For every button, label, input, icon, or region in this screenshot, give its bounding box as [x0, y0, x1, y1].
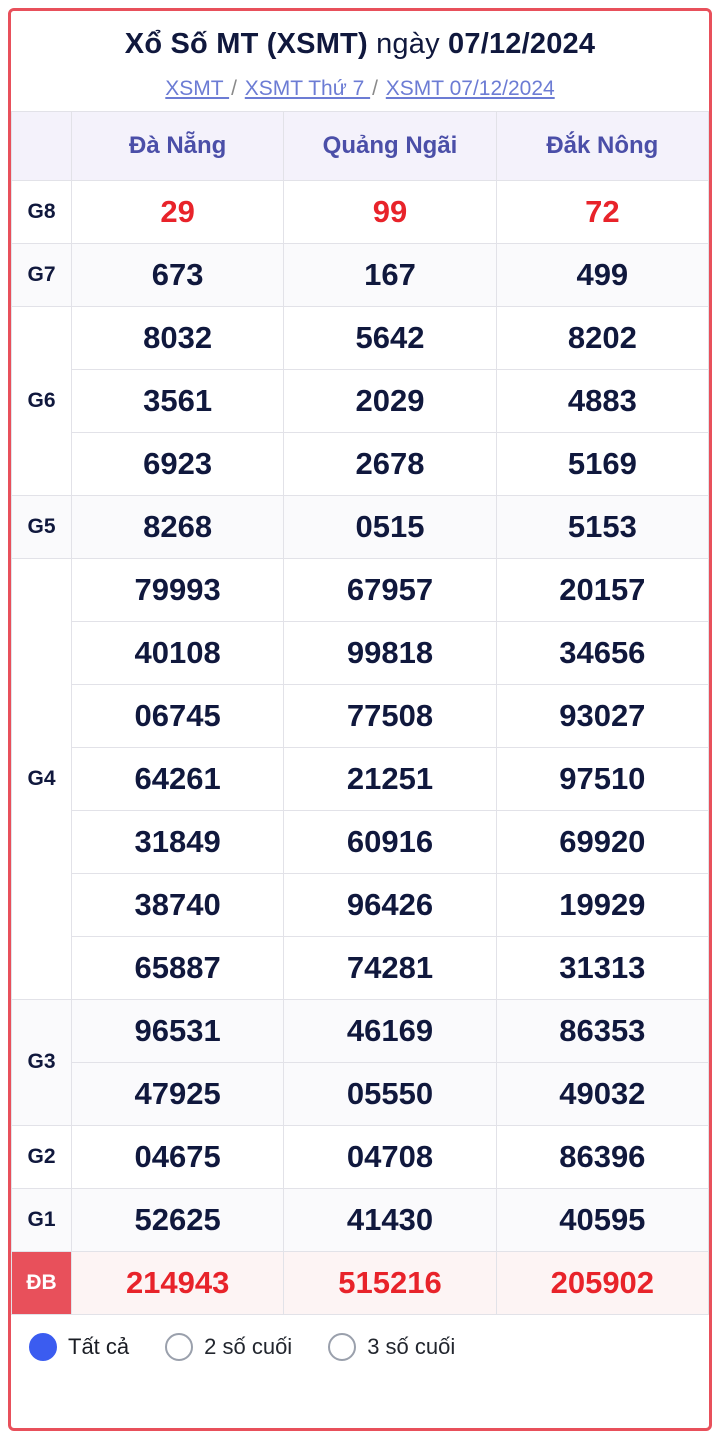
- table-row: [12, 621, 709, 684]
- radio-label-2-digits: 2 số cuối: [204, 1333, 293, 1359]
- prize-value: 31313: [496, 936, 708, 999]
- radio-icon[interactable]: [29, 1333, 57, 1361]
- prize-value: 86353: [496, 999, 708, 1062]
- prize-value: 72: [496, 180, 708, 243]
- table-row: [12, 432, 709, 495]
- prize-value: 86396: [496, 1125, 708, 1188]
- prize-value: 46169: [284, 999, 496, 1062]
- prize-value: 5642: [284, 306, 496, 369]
- province-header-0: Đà Nẵng: [72, 111, 284, 180]
- prize-value: 3561: [72, 369, 284, 432]
- breadcrumb-item-xsmt-thu-7[interactable]: XSMT Thứ 7: [244, 76, 371, 100]
- prize-value: 96531: [72, 999, 284, 1062]
- prize-value: 05550: [284, 1062, 496, 1125]
- prize-value: 21251: [284, 747, 496, 810]
- prize-label-db: ĐB: [12, 1251, 72, 1314]
- table-row: [12, 747, 709, 810]
- table-row: [12, 306, 709, 369]
- page-title-connector: ngày: [367, 28, 449, 60]
- results-table-head: [12, 111, 709, 180]
- lottery-result-card: [8, 8, 712, 1431]
- breadcrumb: [19, 76, 701, 101]
- table-header-row: [12, 111, 709, 180]
- breadcrumb-separator-2: /: [372, 76, 378, 100]
- prize-value: 8202: [496, 306, 708, 369]
- prize-value: 2029: [284, 369, 496, 432]
- results-table-body: [12, 180, 709, 1314]
- table-row: [12, 936, 709, 999]
- prize-value: 40595: [496, 1188, 708, 1251]
- table-row: [12, 243, 709, 306]
- page-title-main: Xổ Số MT (XSMT): [124, 28, 368, 60]
- prize-value: 673: [72, 243, 284, 306]
- header: [11, 11, 709, 111]
- digit-filter-group: [11, 1315, 709, 1377]
- table-row: [12, 999, 709, 1062]
- prize-value: 41430: [284, 1188, 496, 1251]
- prize-value: 67957: [284, 558, 496, 621]
- prize-value: 99818: [284, 621, 496, 684]
- prize-value: 20157: [496, 558, 708, 621]
- prize-value: 167: [284, 243, 496, 306]
- prize-value: 214943: [72, 1251, 284, 1314]
- prize-value: 0515: [284, 495, 496, 558]
- prize-value: 60916: [284, 810, 496, 873]
- table-row: [12, 1125, 709, 1188]
- table-row: [12, 873, 709, 936]
- prize-value: 205902: [496, 1251, 708, 1314]
- prize-value: 5169: [496, 432, 708, 495]
- prize-value: 515216: [284, 1251, 496, 1314]
- prize-value: 29: [72, 180, 284, 243]
- prize-value: 64261: [72, 747, 284, 810]
- prize-label-g5: G5: [12, 495, 72, 558]
- prize-value: 79993: [72, 558, 284, 621]
- prize-value: 52625: [72, 1188, 284, 1251]
- radio-label-3-digits: 3 số cuối: [367, 1333, 456, 1359]
- prize-value: 34656: [496, 621, 708, 684]
- radio-label-all: Tất cả: [68, 1333, 130, 1359]
- table-row: [12, 495, 709, 558]
- prize-value: 5153: [496, 495, 708, 558]
- prize-value: 99: [284, 180, 496, 243]
- table-row: [12, 369, 709, 432]
- prize-value: 96426: [284, 873, 496, 936]
- table-corner-cell: [12, 111, 72, 180]
- table-row: [12, 1251, 709, 1314]
- prize-value: 69920: [496, 810, 708, 873]
- prize-value: 6923: [72, 432, 284, 495]
- prize-value: 19929: [496, 873, 708, 936]
- radio-icon[interactable]: [328, 1333, 356, 1361]
- prize-label-g2: G2: [12, 1125, 72, 1188]
- breadcrumb-separator-1: /: [231, 76, 237, 100]
- radio-option-all[interactable]: [29, 1333, 129, 1361]
- prize-value: 40108: [72, 621, 284, 684]
- radio-icon[interactable]: [165, 1333, 193, 1361]
- page-title-date: 07/12/2024: [448, 28, 596, 60]
- table-row: [12, 1188, 709, 1251]
- prize-value: 2678: [284, 432, 496, 495]
- prize-value: 04675: [72, 1125, 284, 1188]
- prize-label-g1: G1: [12, 1188, 72, 1251]
- province-header-1: Quảng Ngãi: [284, 111, 496, 180]
- prize-label-g3: G3: [12, 999, 72, 1125]
- prize-value: 65887: [72, 936, 284, 999]
- prize-value: 8268: [72, 495, 284, 558]
- prize-label-g6: G6: [12, 306, 72, 495]
- prize-value: 499: [496, 243, 708, 306]
- breadcrumb-item-xsmt-date[interactable]: XSMT 07/12/2024: [385, 76, 555, 100]
- province-header-2: Đắk Nông: [496, 111, 708, 180]
- prize-value: 93027: [496, 684, 708, 747]
- prize-value: 8032: [72, 306, 284, 369]
- prize-value: 47925: [72, 1062, 284, 1125]
- prize-value: 49032: [496, 1062, 708, 1125]
- radio-option-2-digits[interactable]: [165, 1333, 292, 1361]
- table-row: [12, 180, 709, 243]
- table-row: [12, 558, 709, 621]
- page-title: [19, 27, 701, 62]
- prize-value: 97510: [496, 747, 708, 810]
- table-row: [12, 810, 709, 873]
- prize-label-g4: G4: [12, 558, 72, 999]
- prize-value: 04708: [284, 1125, 496, 1188]
- prize-value: 77508: [284, 684, 496, 747]
- table-row: [12, 684, 709, 747]
- prize-value: 31849: [72, 810, 284, 873]
- prize-value: 4883: [496, 369, 708, 432]
- breadcrumb-item-xsmt[interactable]: XSMT: [165, 76, 230, 100]
- table-row: [12, 1062, 709, 1125]
- results-table: [11, 111, 709, 1315]
- prize-label-g8: G8: [12, 180, 72, 243]
- radio-option-3-digits[interactable]: [328, 1333, 455, 1361]
- prize-value: 38740: [72, 873, 284, 936]
- prize-value: 06745: [72, 684, 284, 747]
- prize-label-g7: G7: [12, 243, 72, 306]
- prize-value: 74281: [284, 936, 496, 999]
